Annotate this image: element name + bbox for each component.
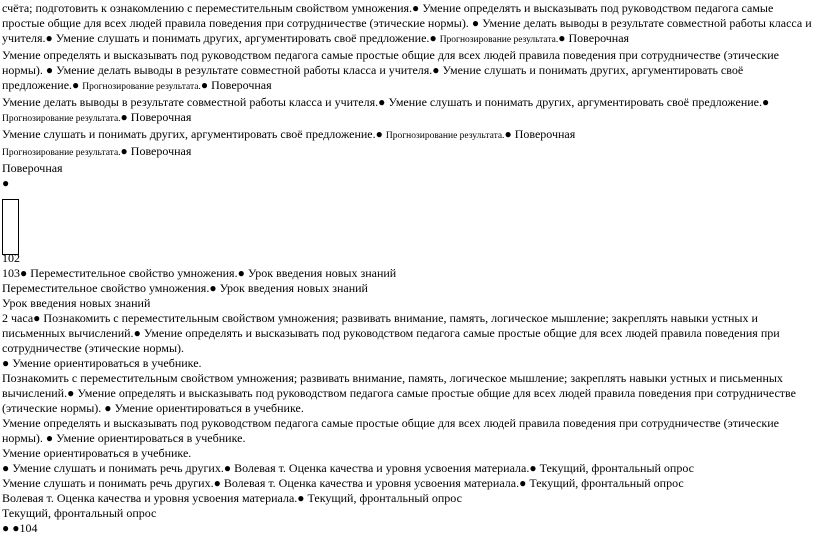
- paragraph: [2, 521, 812, 536]
- bullet: ●: [762, 95, 770, 109]
- text-run: счёта; подготовить к ознакомлению с переместительным свойством умножения.: [2, 1, 413, 15]
- text-run: Умение определять и высказывать под руководством педагога самые простые общие для всех людей правила поведения при сотрудничестве (этические нормы).: [2, 48, 779, 77]
- row-number: 102: [2, 251, 20, 265]
- text-run: Поверочная: [568, 31, 630, 45]
- text-run: Умение определять и высказывать под руководством педагога самые простые общие для всех людей правила поведения при сотрудничестве (этические нормы).: [2, 326, 780, 355]
- text-run: Волевая т. Оценка качества и уровня усвоения материала.: [223, 476, 520, 490]
- bullet: ●: [2, 176, 10, 190]
- text-run: Умение делать выводы в результате совместной работы класса и учителя.: [2, 16, 812, 45]
- bullet: ●: [2, 521, 10, 535]
- text-run: Текущий, фронтальный опрос: [2, 506, 157, 520]
- paragraph: [2, 476, 812, 491]
- text-run: Умение делать выводы в результате совместной работы класса и учителя.: [2, 95, 379, 109]
- text-run-small: Прогнозирование результата.: [2, 148, 121, 158]
- bullet: ●: [213, 476, 221, 490]
- paragraph: [2, 161, 812, 176]
- bullet: ●: [45, 31, 53, 45]
- text-run: Поверочная: [211, 78, 272, 92]
- bullet: ●: [20, 266, 28, 280]
- bullet: ●: [12, 521, 20, 535]
- paragraph: [2, 48, 812, 95]
- bullet: ●: [558, 31, 566, 45]
- bullet: ●: [297, 491, 305, 505]
- bullet: ●: [432, 63, 440, 77]
- bullet: ●: [45, 431, 54, 445]
- bullet: ●: [104, 401, 112, 415]
- paragraph: [2, 281, 812, 296]
- text-run: Текущий, фронтальный опрос: [529, 476, 684, 490]
- bullet: ●: [45, 63, 54, 77]
- text-run: Волевая т. Оценка качества и уровня усвоения материала.: [234, 461, 530, 475]
- bullet: ●: [133, 326, 141, 340]
- text-run: Умение слушать и понимать других, аргументировать своё предложение.: [2, 63, 744, 92]
- bullet: ●: [33, 311, 41, 325]
- bullet: ●: [378, 95, 386, 109]
- text-run-small: Прогнозирование результата.: [2, 114, 121, 124]
- text-run: Урок введения новых знаний: [219, 281, 368, 295]
- bullet: ●: [120, 110, 128, 124]
- paragraph: [2, 416, 812, 446]
- bullet: ●: [412, 1, 420, 15]
- paragraph: [2, 144, 812, 161]
- text-run: Умение ориентироваться в учебнике.: [56, 431, 246, 445]
- paragraph: [2, 506, 812, 521]
- bullet: ●: [67, 386, 75, 400]
- text-run: Умение слушать и понимать других, аргументировать своё предложение.: [55, 31, 430, 45]
- text-run-small: Прогнозирование результата.: [82, 82, 201, 92]
- paragraph: [2, 296, 812, 311]
- paragraph: [2, 371, 812, 416]
- text-run: Волевая т. Оценка качества и уровня усвоения материала.: [2, 491, 298, 505]
- paragraph: [2, 176, 812, 191]
- text-run: Поверочная: [2, 161, 63, 175]
- text-run: Умение ориентироваться в учебнике.: [12, 356, 202, 370]
- document-page: [2, 1, 812, 536]
- row-number: 103: [2, 266, 20, 280]
- paragraph: [2, 446, 812, 461]
- empty-cell-box: [2, 191, 812, 251]
- text-run: Познакомить с переместительным свойством умножения; развивать внимание, память, логическое мышление; закреплять навыки устных и письменных вычислений.: [2, 311, 758, 340]
- text-run: 2 часа: [2, 311, 34, 325]
- text-run: Умение делать выводы в результате совместной работы класса и учителя.: [56, 63, 433, 77]
- row-number: 104: [19, 521, 38, 535]
- text-run: Умение слушать и понимать других, аргументировать своё предложение.: [388, 95, 763, 109]
- text-run: Умение определять и высказывать под руководством педагога самые простые общие для всех людей правила поведения при сотрудничестве (этические нормы).: [2, 386, 796, 415]
- paragraph: [2, 1, 812, 48]
- paragraph: [2, 127, 812, 144]
- paragraph: [2, 266, 812, 281]
- bullet: ●: [2, 356, 10, 370]
- bullet: ●: [429, 31, 437, 45]
- text-run: Умение слушать и понимать речь других.: [2, 476, 214, 490]
- text-run-small: Прогнозирование результата.: [439, 35, 559, 45]
- paragraph: [2, 95, 812, 127]
- text-run: Поверочная: [130, 144, 192, 158]
- text-run: Текущий, фронтальный опрос: [307, 491, 462, 505]
- text-run: Поверочная: [514, 127, 576, 141]
- bullet: ●: [223, 461, 232, 475]
- bullet: ●: [529, 461, 537, 475]
- table-cell-border: [2, 199, 19, 255]
- text-run: Умение ориентироваться в учебнике.: [114, 401, 304, 415]
- text-run: Переместительное свойство умножения.: [2, 281, 210, 295]
- text-run: Умение определять и высказывать под руководством педагога самые простые общие для всех людей правила поведения при сотрудничестве (этические нормы).: [2, 1, 774, 30]
- text-run: Умение слушать и понимать речь других.: [12, 461, 224, 475]
- text-run: Поверочная: [130, 110, 192, 124]
- paragraph: [2, 251, 812, 266]
- bullet: ●: [504, 127, 512, 141]
- text-run: Урок введения новых знаний: [247, 266, 397, 280]
- paragraph: [2, 461, 812, 476]
- text-run: Урок введения новых знаний: [2, 296, 151, 310]
- text-run: Умение слушать и понимать других, аргументировать своё предложение.: [2, 127, 376, 141]
- bullet: ●: [237, 266, 245, 280]
- text-run: Текущий, фронтальный опрос: [539, 461, 694, 475]
- text-run-small: Прогнозирование результата.: [385, 131, 505, 141]
- paragraph: [2, 311, 812, 371]
- bullet: ●: [200, 78, 209, 92]
- bullet: ●: [120, 144, 128, 158]
- bullet: ●: [72, 78, 80, 92]
- paragraph: [2, 491, 812, 506]
- text-run: Умение определять и высказывать под руководством педагога самые простые общие для всех людей правила поведения при сотрудничестве (этические нормы).: [2, 416, 779, 445]
- text-run: Переместительное свойство умножения.: [30, 266, 238, 280]
- bullet: ●: [2, 461, 10, 475]
- text-run: Познакомить с переместительным свойством умножения; развивать внимание, память, логическое мышление; закреплять навыки устных и письменных вычислений.: [2, 371, 783, 400]
- bullet: ●: [209, 281, 217, 295]
- text-run: Умение ориентироваться в учебнике.: [2, 446, 192, 460]
- bullet: ●: [471, 16, 480, 30]
- bullet: ●: [519, 476, 527, 490]
- bullet: ●: [375, 127, 383, 141]
